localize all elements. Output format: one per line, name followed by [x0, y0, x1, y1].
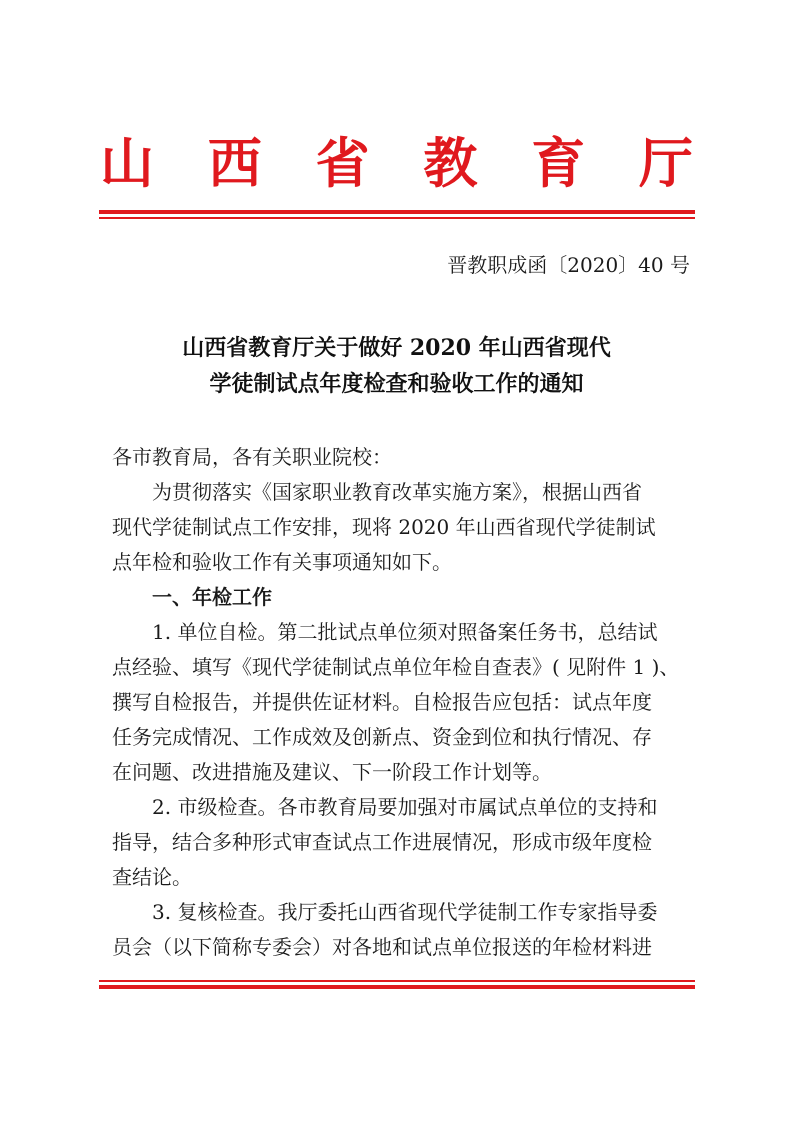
item2-line-2: 指导，结合多种形式审查试点工作进展情况，形成市级年度检 [112, 830, 652, 854]
item1-line-3: 撰写自检报告，并提供佐证材料。自检报告应包括：试点年度 [112, 690, 652, 714]
item2-line-1: 2. 市级检查。各市教育局要加强对市属试点单位的支持和 [152, 795, 658, 819]
document-title-line-2: 学徒制试点年度检查和验收工作的通知 [209, 371, 584, 397]
masthead-char: 西 [207, 131, 262, 195]
item1-line-1: 1. 单位自检。第二批试点单位须对照备案任务书，总结试 [152, 620, 658, 644]
item1-line-5: 在问题、改进措施及建议、下一阶段工作计划等。 [112, 760, 552, 784]
masthead-char: 山 [100, 131, 154, 195]
masthead-char: 厅 [638, 131, 693, 195]
item1-line-4: 任务完成情况、工作成效及创新点、资金到位和执行情况、存 [112, 725, 652, 749]
item3-line-2: 员会（以下简称专委会）对各地和试点单位报送的年检材料进 [112, 935, 652, 959]
intro-line-1: 为贯彻落实《国家职业教育改革实施方案》，根据山西省 [152, 480, 642, 504]
item2-line-3: 查结论。 [112, 865, 192, 889]
section-heading-annual-inspection: 一、年检工作 [152, 585, 272, 609]
item3-line-1: 3. 复核检查。我厅委托山西省现代学徒制工作专家指导委 [152, 900, 658, 924]
footer-red-rule-thin [99, 980, 695, 982]
document-title-line-1: 山西省教育厅关于做好 2020 年山西省现代 [182, 335, 611, 361]
masthead-char: 省 [315, 131, 370, 195]
intro-line-2: 现代学徒制试点工作安排，现将 2020 年山西省现代学徒制试 [112, 515, 656, 539]
masthead-char: 教 [423, 131, 478, 195]
item1-line-2: 点经验、填写《现代学徒制试点单位年检自查表》( 见附件 1 )、 [112, 655, 680, 679]
document-number: 晋教职成函〔2020〕40 号 [447, 253, 690, 277]
masthead-red-rule-thick [99, 210, 695, 214]
masthead-char: 育 [531, 131, 586, 195]
masthead-issuer [100, 128, 693, 198]
masthead-red-rule-thin [99, 217, 695, 219]
document-body [112, 440, 684, 965]
paragraph-line [112, 475, 684, 510]
intro-line-3: 点年检和验收工作有关事项通知如下。 [112, 550, 452, 574]
salutation: 各市教育局，各有关职业院校： [112, 445, 392, 469]
footer-red-rule-thick [99, 985, 695, 989]
